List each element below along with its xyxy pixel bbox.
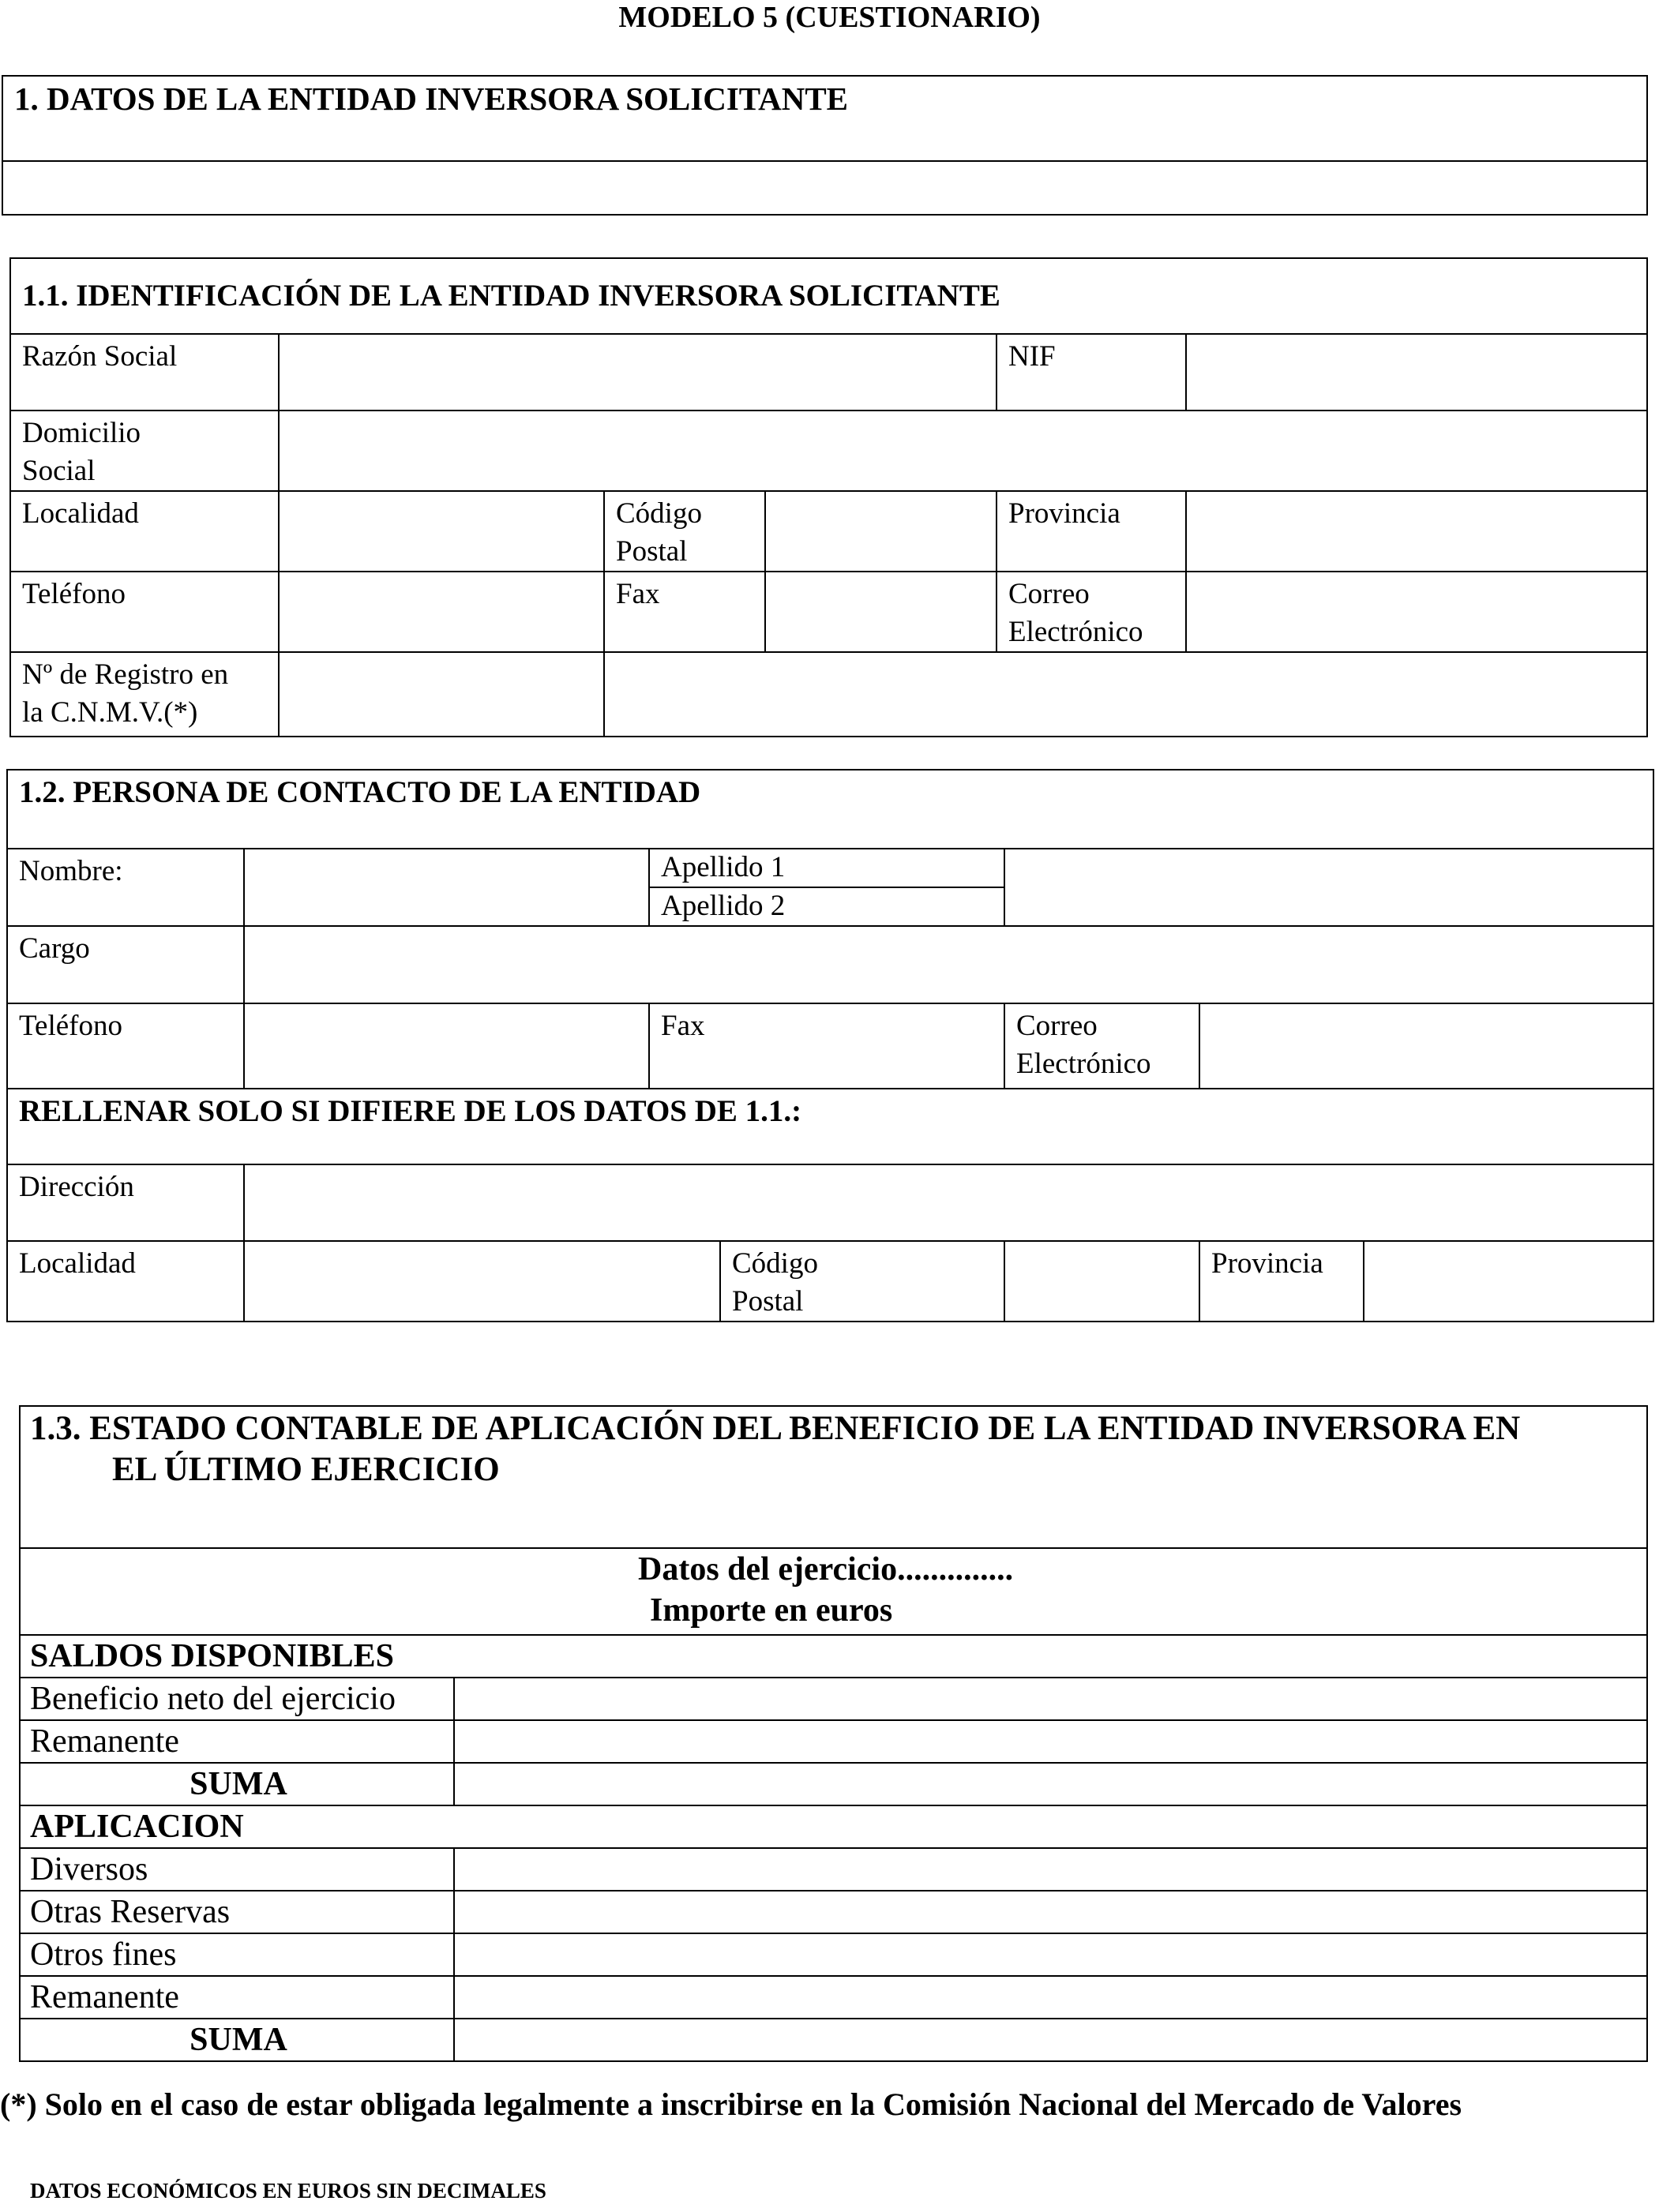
label-fax: Fax <box>604 572 765 652</box>
otros-fines-field[interactable] <box>454 1933 1647 1976</box>
suma-saldos-field[interactable] <box>454 1763 1647 1805</box>
label-nombre: Nombre: <box>7 849 244 926</box>
label-suma-saldos: SUMA <box>20 1763 454 1805</box>
label-domicilio-social: Domicilio Social <box>10 411 279 491</box>
suma-aplicacion-field[interactable] <box>454 2019 1647 2061</box>
label-provincia: Provincia <box>997 491 1186 572</box>
section-1-table <box>2 75 1648 216</box>
cnmv-footnote: (*) Solo en el caso de estar obligada legalmente a inscribirse en la Comisión Nacional del Mercado de Valores <box>0 2086 1462 2122</box>
section-1-blank-field[interactable] <box>2 161 1647 215</box>
codigo-postal-contacto-field[interactable] <box>1004 1241 1199 1322</box>
label-nif: NIF <box>997 334 1186 411</box>
registro-cnmv-field[interactable] <box>604 652 1647 737</box>
correo-contacto-field[interactable] <box>1199 1003 1653 1089</box>
nif-field[interactable] <box>1186 334 1647 411</box>
label-correo-electronico: Correo Electrónico <box>997 572 1186 652</box>
localidad-contacto-field[interactable] <box>244 1241 720 1322</box>
rellenar-note: RELLENAR SOLO SI DIFIERE DE LOS DATOS DE 1.1.: <box>7 1089 1653 1164</box>
label-remanente-saldos: Remanente <box>20 1720 454 1763</box>
section-1-3-table <box>19 1405 1648 2062</box>
label-remanente-aplicacion: Remanente <box>20 1976 454 2019</box>
direccion-field[interactable] <box>244 1164 1653 1241</box>
label-registro-cnmv: Nº de Registro en la C.N.M.V.(*) <box>10 652 279 737</box>
telefono-field[interactable] <box>279 572 604 652</box>
label-localidad-contacto: Localidad <box>7 1241 244 1322</box>
label-correo-contacto: Correo Electrónico <box>1004 1003 1199 1089</box>
correo-electronico-field[interactable] <box>1186 572 1647 652</box>
section-1-3-heading: 1.3. ESTADO CONTABLE DE APLICACIÓN DEL BENEFICIO DE LA ENTIDAD INVERSORA EN EL ÚLTIMO EJERCICIO <box>20 1406 1647 1548</box>
label-cargo: Cargo <box>7 926 244 1003</box>
label-provincia-contacto: Provincia <box>1199 1241 1364 1322</box>
aplicacion-heading: APLICACION <box>20 1805 1647 1848</box>
label-suma-aplicacion: SUMA <box>20 2019 454 2061</box>
registro-cnmv-spacer <box>279 652 604 737</box>
remanente-aplicacion-field[interactable] <box>454 1976 1647 2019</box>
diversos-field[interactable] <box>454 1848 1647 1891</box>
section-1-heading: 1. DATOS DE LA ENTIDAD INVERSORA SOLICITANTE <box>2 76 1647 161</box>
label-diversos: Diversos <box>20 1848 454 1891</box>
label-razon-social: Razón Social <box>10 334 279 411</box>
page-title: MODELO 5 (CUESTIONARIO) <box>618 1 1041 34</box>
otras-reservas-field[interactable] <box>454 1891 1647 1933</box>
ejercicio-header: Datos del ejercicio.............. Importe en euros <box>20 1548 1647 1635</box>
razon-social-field[interactable] <box>279 334 997 411</box>
footer-note: DATOS ECONÓMICOS EN EUROS SIN DECIMALES <box>30 2179 546 2203</box>
section-1-1-table <box>9 257 1648 737</box>
label-telefono: Teléfono <box>10 572 279 652</box>
remanente-saldos-field[interactable] <box>454 1720 1647 1763</box>
section-1-1-heading: 1.1. IDENTIFICACIÓN DE LA ENTIDAD INVERSORA SOLICITANTE <box>10 258 1647 334</box>
cargo-field[interactable] <box>244 926 1653 1003</box>
label-codigo-postal-contacto: Código Postal <box>720 1241 1004 1322</box>
apellidos-field[interactable] <box>1004 849 1653 926</box>
section-1-2-heading: 1.2. PERSONA DE CONTACTO DE LA ENTIDAD <box>7 770 1653 849</box>
label-beneficio-neto: Beneficio neto del ejercicio <box>20 1678 454 1720</box>
localidad-field[interactable] <box>279 491 604 572</box>
label-fax-contacto: Fax <box>649 1003 1004 1089</box>
beneficio-neto-field[interactable] <box>454 1678 1647 1720</box>
nombre-field[interactable] <box>244 849 649 926</box>
provincia-contacto-field[interactable] <box>1364 1241 1653 1322</box>
label-otras-reservas: Otras Reservas <box>20 1891 454 1933</box>
label-telefono-contacto: Teléfono <box>7 1003 244 1089</box>
label-codigo-postal: Código Postal <box>604 491 765 572</box>
saldos-disponibles-heading: SALDOS DISPONIBLES <box>20 1635 1647 1678</box>
telefono-contacto-field[interactable] <box>244 1003 649 1089</box>
fax-field[interactable] <box>765 572 997 652</box>
label-direccion: Dirección <box>7 1164 244 1241</box>
label-apellido-2: Apellido 2 <box>649 887 1004 926</box>
codigo-postal-field[interactable] <box>765 491 997 572</box>
label-localidad: Localidad <box>10 491 279 572</box>
section-1-2-table <box>6 769 1654 1322</box>
domicilio-social-field[interactable] <box>279 411 1647 491</box>
label-apellido-1: Apellido 1 <box>649 849 1004 887</box>
label-otros-fines: Otros fines <box>20 1933 454 1976</box>
provincia-field[interactable] <box>1186 491 1647 572</box>
